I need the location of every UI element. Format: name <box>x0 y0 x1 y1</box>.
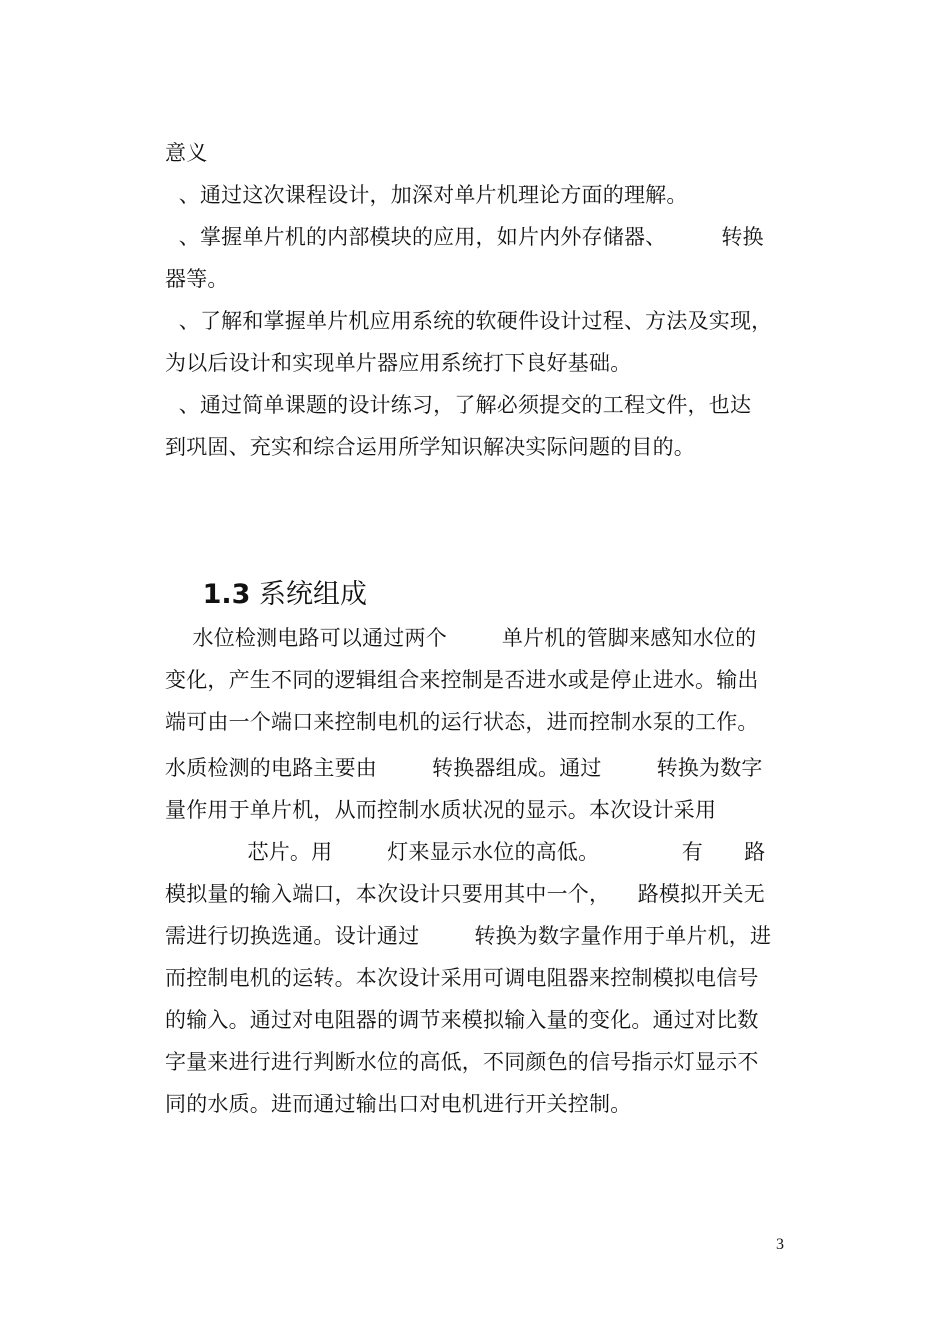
intro-line-5: 、了解和掌握单片机应用系统的软硬件设计过程、方法及实现， <box>165 309 773 333</box>
body-line-7: 模拟量的输入端口，本次设计只要用其中一个， 路模拟开关无 <box>165 882 765 906</box>
body-line-2: 变化，产生不同的逻辑组合来控制是否进水或是停止进水。输出 <box>165 668 759 692</box>
intro-line-2: 、通过这次课程设计，加深对单片机理论方面的理解。 <box>165 183 688 207</box>
body-line-3: 端可由一个端口来控制电机的运行状态，进而控制水泵的工作。 <box>165 710 759 734</box>
body-line-6: 芯片。用 灯来显示水位的高低。 有 路 <box>165 840 766 864</box>
body-line-5: 量作用于单片机，从而控制水质状况的显示。本次设计采用 <box>165 798 717 822</box>
body-line-10: 的输入。通过对电阻器的调节来模拟输入量的变化。通过对比数 <box>165 1008 759 1032</box>
intro-line-4: 器等。 <box>165 267 229 291</box>
intro-line-3: 、掌握单片机的内部模块的应用，如片内外存储器、 转换 <box>165 225 764 249</box>
intro-line-6: 为以后设计和实现单片器应用系统打下良好基础。 <box>165 351 632 375</box>
section-heading-title: 系统组成 <box>250 579 368 610</box>
body-line-11: 字量来进行进行判断水位的高低，不同颜色的信号指示灯显示不 <box>165 1050 759 1074</box>
body-line-4: 水质检测的电路主要由 转换器组成。通过 转换为数字 <box>165 756 763 780</box>
body-line-8: 需进行切换选通。设计通过 转换为数字量作用于单片机，进 <box>165 924 772 948</box>
body-line-1: 水位检测电路可以通过两个 单片机的管脚来感知水位的 <box>165 626 757 650</box>
body-line-12: 同的水质。进而通过输出口对电机进行开关控制。 <box>165 1092 632 1116</box>
intro-line-8: 到巩固、充实和综合运用所学知识解决实际问题的目的。 <box>165 435 695 459</box>
body-line-9: 而控制电机的运转。本次设计采用可调电阻器来控制模拟电信号 <box>165 966 759 990</box>
intro-line-1: 意义 <box>165 141 208 165</box>
section-heading-number: 1.3 <box>202 579 251 610</box>
page-number: 3 <box>776 1236 784 1253</box>
intro-line-7: 、通过简单课题的设计练习，了解必须提交的工程文件，也达 <box>165 393 752 417</box>
